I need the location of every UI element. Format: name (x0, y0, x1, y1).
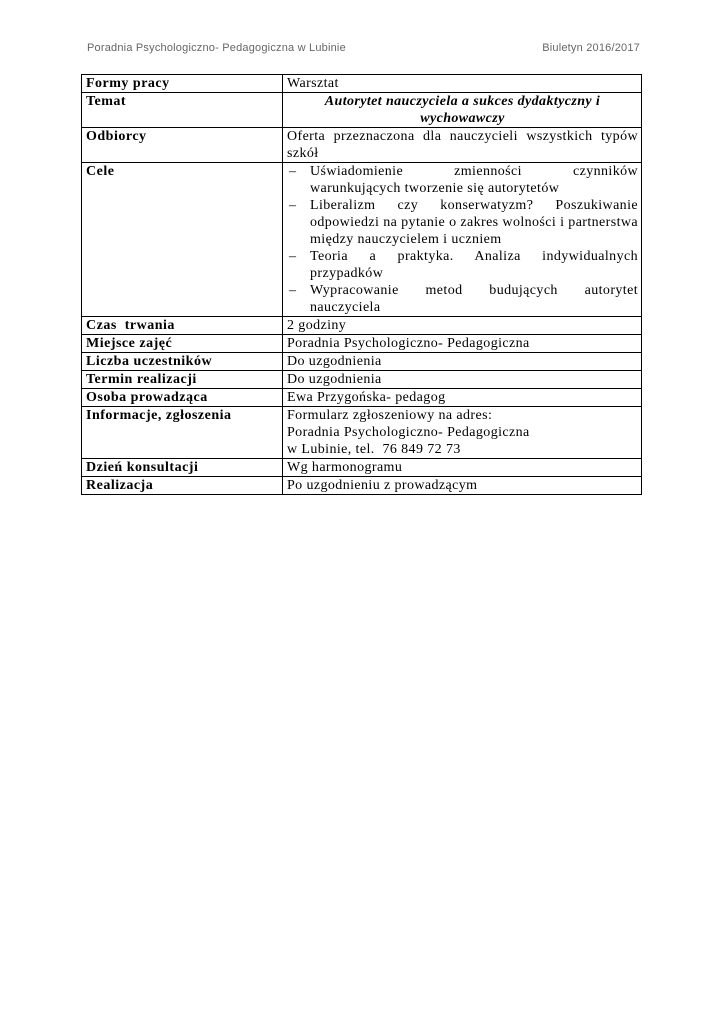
goals-value (283, 163, 642, 317)
list-item (287, 197, 638, 248)
goal-text: Liberalizm czy konserwatyzm? Poszukiwanie odpowiedzi na pytanie o zakres wolności i partnerstwa między nauczycielem i uczniem (310, 198, 638, 247)
list-dash: – (289, 283, 297, 298)
info-line: Poradnia Psychologiczno- Pedagogiczna (287, 425, 530, 440)
leader-label: Osoba prowadząca (82, 389, 283, 407)
date-label: Termin realizacji (82, 371, 283, 389)
header-bulletin: Biuletyn 2016/2017 (542, 42, 640, 54)
goals-label: Cele (82, 163, 283, 317)
table-row (82, 353, 642, 371)
table-row (82, 477, 642, 495)
list-item (287, 163, 638, 197)
info-label: Informacje, zgłoszenia (82, 407, 283, 459)
table-row (82, 459, 642, 477)
realization-label: Realizacja (82, 477, 283, 495)
topic-value: Autorytet nauczyciela a sukces dydaktyczny i wychowawczy (283, 93, 642, 128)
info-line: Formularz zgłoszeniowy na adres: (287, 408, 493, 423)
table-row (82, 371, 642, 389)
leader-value: Ewa Przygońska- pedagog (283, 389, 642, 407)
participants-value: Do uzgodnienia (283, 353, 642, 371)
info-value (283, 407, 642, 459)
list-dash: – (289, 164, 297, 179)
place-label: Miejsce zajęć (82, 335, 283, 353)
realization-value: Po uzgodnieniu z prowadzącym (283, 477, 642, 495)
goal-text: Teoria a praktyka. Analiza indywidualnych przypadków (310, 249, 638, 281)
duration-label: Czas trwania (82, 317, 283, 335)
goals-list (287, 163, 638, 316)
list-item (287, 248, 638, 282)
goal-text: Wypracowanie metod budujących autorytet nauczyciela (310, 283, 638, 315)
info-phone: w Lubinie, tel. 76 849 72 73 (287, 442, 461, 457)
table-row (82, 128, 642, 163)
workshop-info-table (81, 74, 642, 495)
list-dash: – (289, 249, 297, 264)
list-item (287, 282, 638, 316)
place-value: Poradnia Psychologiczno- Pedagogiczna (283, 335, 642, 353)
table-row (82, 335, 642, 353)
table-row (82, 93, 642, 128)
participants-label: Liczba uczestników (82, 353, 283, 371)
topic-label: Temat (82, 93, 283, 128)
audience-label: Odbiorcy (82, 128, 283, 163)
consult-value: Wg harmonogramu (283, 459, 642, 477)
date-value: Do uzgodnienia (283, 371, 642, 389)
table-row (82, 163, 642, 317)
table-row (82, 389, 642, 407)
table-row (82, 317, 642, 335)
audience-value: Oferta przeznaczona dla nauczycieli wszystkich typów szkół (283, 128, 642, 163)
duration-value: 2 godziny (283, 317, 642, 335)
goal-text: Uświadomienie zmienności czynników warunkujących tworzenie się autorytetów (310, 164, 638, 196)
forms-value: Warsztat (283, 75, 642, 93)
header-institution: Poradnia Psychologiczno- Pedagogiczna w Lubinie (87, 42, 346, 54)
consult-label: Dzień konsultacji (82, 459, 283, 477)
table-row (82, 75, 642, 93)
forms-label: Formy pracy (82, 75, 283, 93)
table-row (82, 407, 642, 459)
list-dash: – (289, 198, 297, 213)
